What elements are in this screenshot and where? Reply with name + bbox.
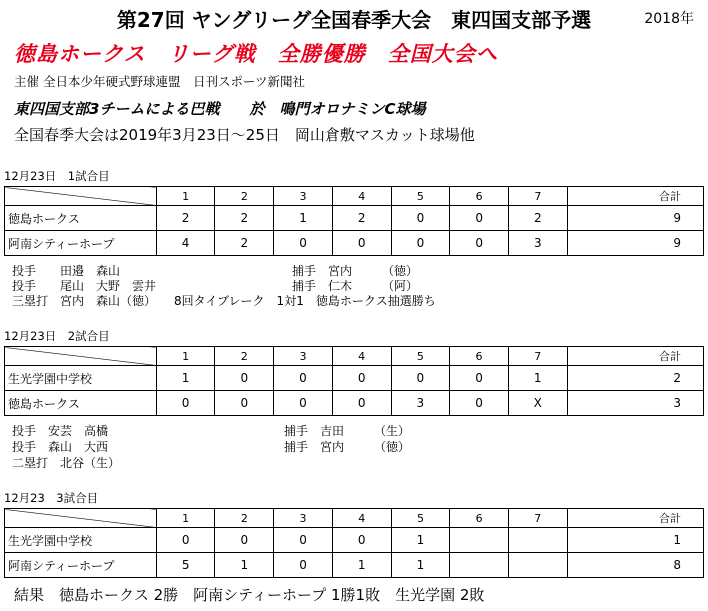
inning-score: 3 (508, 231, 567, 256)
inning-score: 1 (215, 553, 274, 578)
inning-header: 4 (332, 347, 391, 366)
inning-score: 1 (156, 366, 215, 391)
inning-score: 0 (332, 366, 391, 391)
scoreboard-header-row (5, 347, 704, 366)
tournament-info: 全国春季大会は2019年3月23日～25日 岡山倉敷マスカット球場他 (14, 126, 475, 144)
inning-score: 0 (274, 528, 333, 553)
game-1-scoreboard (4, 186, 704, 256)
result-summary: 結果 徳島ホークス 2勝 阿南シティーホープ 1勝1敗 生光学園 2敗 (14, 586, 485, 604)
total-score: 9 (567, 206, 703, 231)
game-2-note: 捕手 宮内 （徳） (284, 440, 411, 454)
team-name: 徳島ホークス (5, 391, 157, 416)
game-2-note: 二塁打 北谷（生） (12, 456, 121, 470)
inning-score: 0 (332, 528, 391, 553)
inning-header: 6 (450, 347, 509, 366)
inning-score: 1 (274, 206, 333, 231)
inning-header: 1 (156, 509, 215, 528)
inning-header: 3 (274, 347, 333, 366)
team-name: 生光学園中学校 (5, 528, 157, 553)
inning-score: 0 (450, 206, 509, 231)
game-1-note: 捕手 宮内 （徳） (292, 264, 419, 278)
inning-header: 5 (391, 187, 450, 206)
inning-header: 6 (450, 187, 509, 206)
game-3-label: 12月23 3試合目 (4, 491, 99, 505)
subtitle: 東四国支部3チームによる巴戦 於 鳴門オロナミンC球場 (14, 100, 426, 118)
inning-score: 1 (508, 366, 567, 391)
inning-header: 7 (508, 509, 567, 528)
inning-score: 2 (215, 206, 274, 231)
game-1-label: 12月23日 1試合目 (4, 169, 110, 183)
inning-score (508, 528, 567, 553)
total-score: 1 (567, 528, 703, 553)
page-title: 第27回 ヤングリーグ全国春季大会 東四国支部予選 (116, 8, 592, 32)
inning-header: 1 (156, 347, 215, 366)
game-2-note: 捕手 吉田 （生） (284, 424, 411, 438)
organizer-text: 主催 全日本少年硬式野球連盟 日刊スポーツ新聞社 (14, 74, 305, 89)
total-score: 9 (567, 231, 703, 256)
inning-header: 2 (215, 347, 274, 366)
inning-score: 2 (508, 206, 567, 231)
inning-score: 0 (391, 206, 450, 231)
inning-score: 0 (332, 391, 391, 416)
inning-score (450, 553, 509, 578)
inning-score: 1 (391, 553, 450, 578)
team-name: 阿南シティーホープ (5, 231, 157, 256)
inning-score: 1 (332, 553, 391, 578)
header-corner-cell (5, 347, 157, 366)
total-score: 8 (567, 553, 703, 578)
inning-header: 6 (450, 509, 509, 528)
table-row (5, 553, 704, 578)
inning-header: 3 (274, 509, 333, 528)
inning-header: 3 (274, 187, 333, 206)
table-row (5, 206, 704, 231)
inning-score: 0 (391, 366, 450, 391)
inning-header: 4 (332, 509, 391, 528)
header-corner-cell (5, 187, 157, 206)
total-header: 合計 (567, 347, 703, 366)
inning-header: 7 (508, 347, 567, 366)
headline: 徳島ホークス リーグ戦 全勝優勝 全国大会へ (14, 42, 498, 66)
inning-score: 0 (274, 553, 333, 578)
game-1-note: 捕手 仁木 （阿） (292, 279, 419, 293)
inning-score: 0 (274, 366, 333, 391)
inning-score: 3 (391, 391, 450, 416)
game-2-note: 投手 安芸 高橋 (12, 424, 109, 438)
inning-score: 4 (156, 231, 215, 256)
inning-score: 5 (156, 553, 215, 578)
game-3-scoreboard (4, 508, 704, 578)
year-label: 2018年 (644, 11, 694, 27)
inning-score: 2 (156, 206, 215, 231)
inning-score: 2 (215, 231, 274, 256)
game-1-note: 三塁打 宮内 森山（徳） 8回タイブレーク 1対1 徳島ホークス抽選勝ち (12, 294, 436, 308)
inning-score: 2 (332, 206, 391, 231)
total-score: 2 (567, 366, 703, 391)
inning-header: 2 (215, 509, 274, 528)
inning-score: 0 (156, 528, 215, 553)
inning-score: 0 (215, 391, 274, 416)
game-1-note: 投手 田邉 森山 (12, 264, 121, 278)
inning-score: 0 (450, 231, 509, 256)
game-2-scoreboard (4, 346, 704, 416)
inning-score (450, 528, 509, 553)
inning-score: 0 (274, 231, 333, 256)
scoreboard-header-row (5, 187, 704, 206)
inning-header: 4 (332, 187, 391, 206)
scoreboard-header-row (5, 509, 704, 528)
inning-score: 1 (391, 528, 450, 553)
team-name: 阿南シティーホープ (5, 553, 157, 578)
game-1-note: 投手 尾山 大野 雲井 (12, 279, 157, 293)
total-header: 合計 (567, 509, 703, 528)
inning-header: 2 (215, 187, 274, 206)
team-name: 徳島ホークス (5, 206, 157, 231)
table-row (5, 366, 704, 391)
inning-score: 0 (391, 231, 450, 256)
inning-score: 0 (450, 366, 509, 391)
game-2-label: 12月23日 2試合目 (4, 329, 110, 343)
table-row (5, 528, 704, 553)
inning-score: X (508, 391, 567, 416)
inning-score: 0 (450, 391, 509, 416)
total-score: 3 (567, 391, 703, 416)
table-row (5, 231, 704, 256)
inning-score: 0 (215, 366, 274, 391)
game-2-note: 投手 森山 大西 (12, 440, 109, 454)
inning-score: 0 (332, 231, 391, 256)
header-corner-cell (5, 509, 157, 528)
inning-score: 0 (274, 391, 333, 416)
inning-header: 5 (391, 509, 450, 528)
inning-header: 5 (391, 347, 450, 366)
table-row (5, 391, 704, 416)
inning-score: 0 (215, 528, 274, 553)
total-header: 合計 (567, 187, 703, 206)
inning-header: 7 (508, 187, 567, 206)
inning-score: 0 (156, 391, 215, 416)
inning-header: 1 (156, 187, 215, 206)
inning-score (508, 553, 567, 578)
team-name: 生光学園中学校 (5, 366, 157, 391)
